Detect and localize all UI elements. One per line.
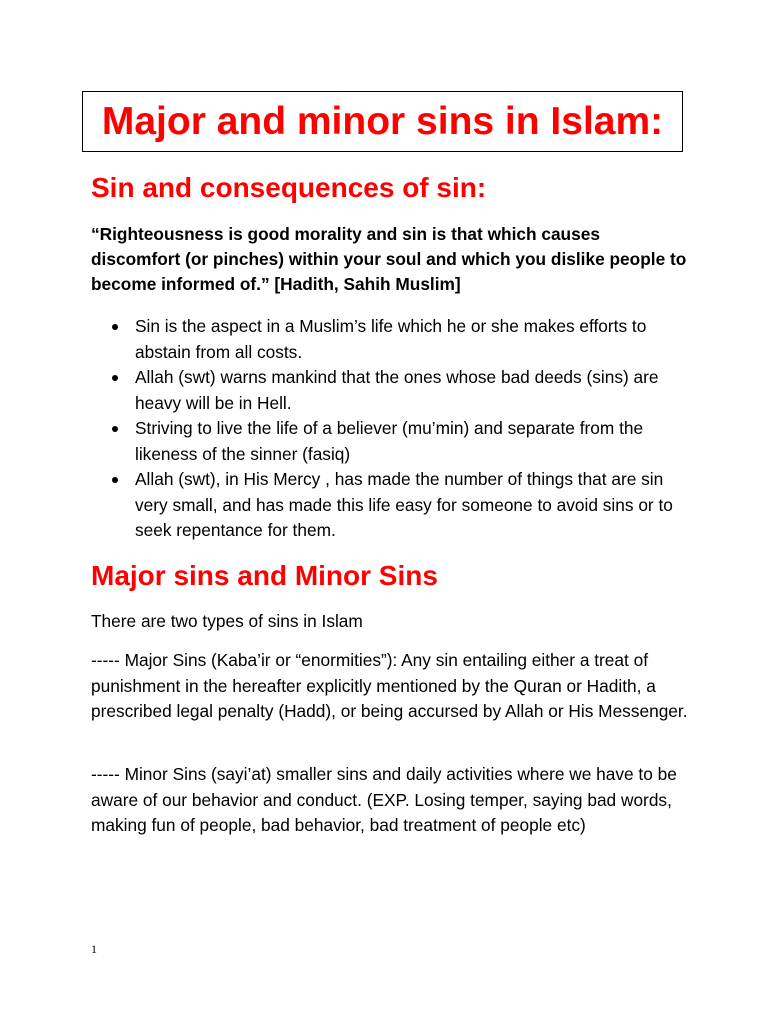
major-sins-paragraph: ----- Major Sins (Kaba’ir or “enormities”): Any sin entailing either a treat of punishment in the hereafter explicitly mentioned by the Quran or Hadith, a prescribed legal penalty (Hadd), or being accursed by Allah or His Messenger. xyxy=(91,650,688,721)
bullet-icon xyxy=(112,426,118,432)
section-heading-sin-consequences: Sin and consequences of sin: xyxy=(91,172,487,203)
title-box xyxy=(82,91,683,152)
bullet-icon xyxy=(112,324,118,330)
bullet-icon xyxy=(112,477,118,483)
bullet-list xyxy=(91,314,691,544)
intro-paragraph: There are two types of sins in Islam xyxy=(91,611,363,631)
hadith-quote: “Righteousness is good morality and sin is that which causes discomfort (or pinches) within your soul and which you dislike people to become informed of.” [Hadith, Sahih Muslim] xyxy=(91,224,687,294)
minor-sins-paragraph: ----- Minor Sins (sayi’at) smaller sins and daily activities where we have to be aware of our behavior and conduct. (EXP. Losing temper, saying bad words, making fun of people, bad behavior, bad treatment of people etc) xyxy=(91,764,677,835)
list-item xyxy=(91,314,691,365)
list-item-text: Allah (swt) warns mankind that the ones whose bad deeds (sins) are heavy will be in Hell. xyxy=(135,367,659,413)
list-item-text: Allah (swt), in His Mercy , has made the number of things that are sin very small, and has made this life easy for someone to avoid sins or to seek repentance for them. xyxy=(135,469,673,540)
section-heading-major-minor: Major sins and Minor Sins xyxy=(91,560,438,591)
list-item-text: Striving to live the life of a believer (mu’min) and separate from the likeness of the sinner (fasiq) xyxy=(135,418,644,464)
document-title: Major and minor sins in Islam: xyxy=(101,100,664,143)
list-item-text: Sin is the aspect in a Muslim’s life which he or she makes efforts to abstain from all costs. xyxy=(135,316,647,362)
bullet-icon xyxy=(112,375,118,381)
list-item xyxy=(91,467,691,544)
list-item xyxy=(91,365,691,416)
page-number: 1 xyxy=(91,942,97,956)
list-item xyxy=(91,416,691,467)
